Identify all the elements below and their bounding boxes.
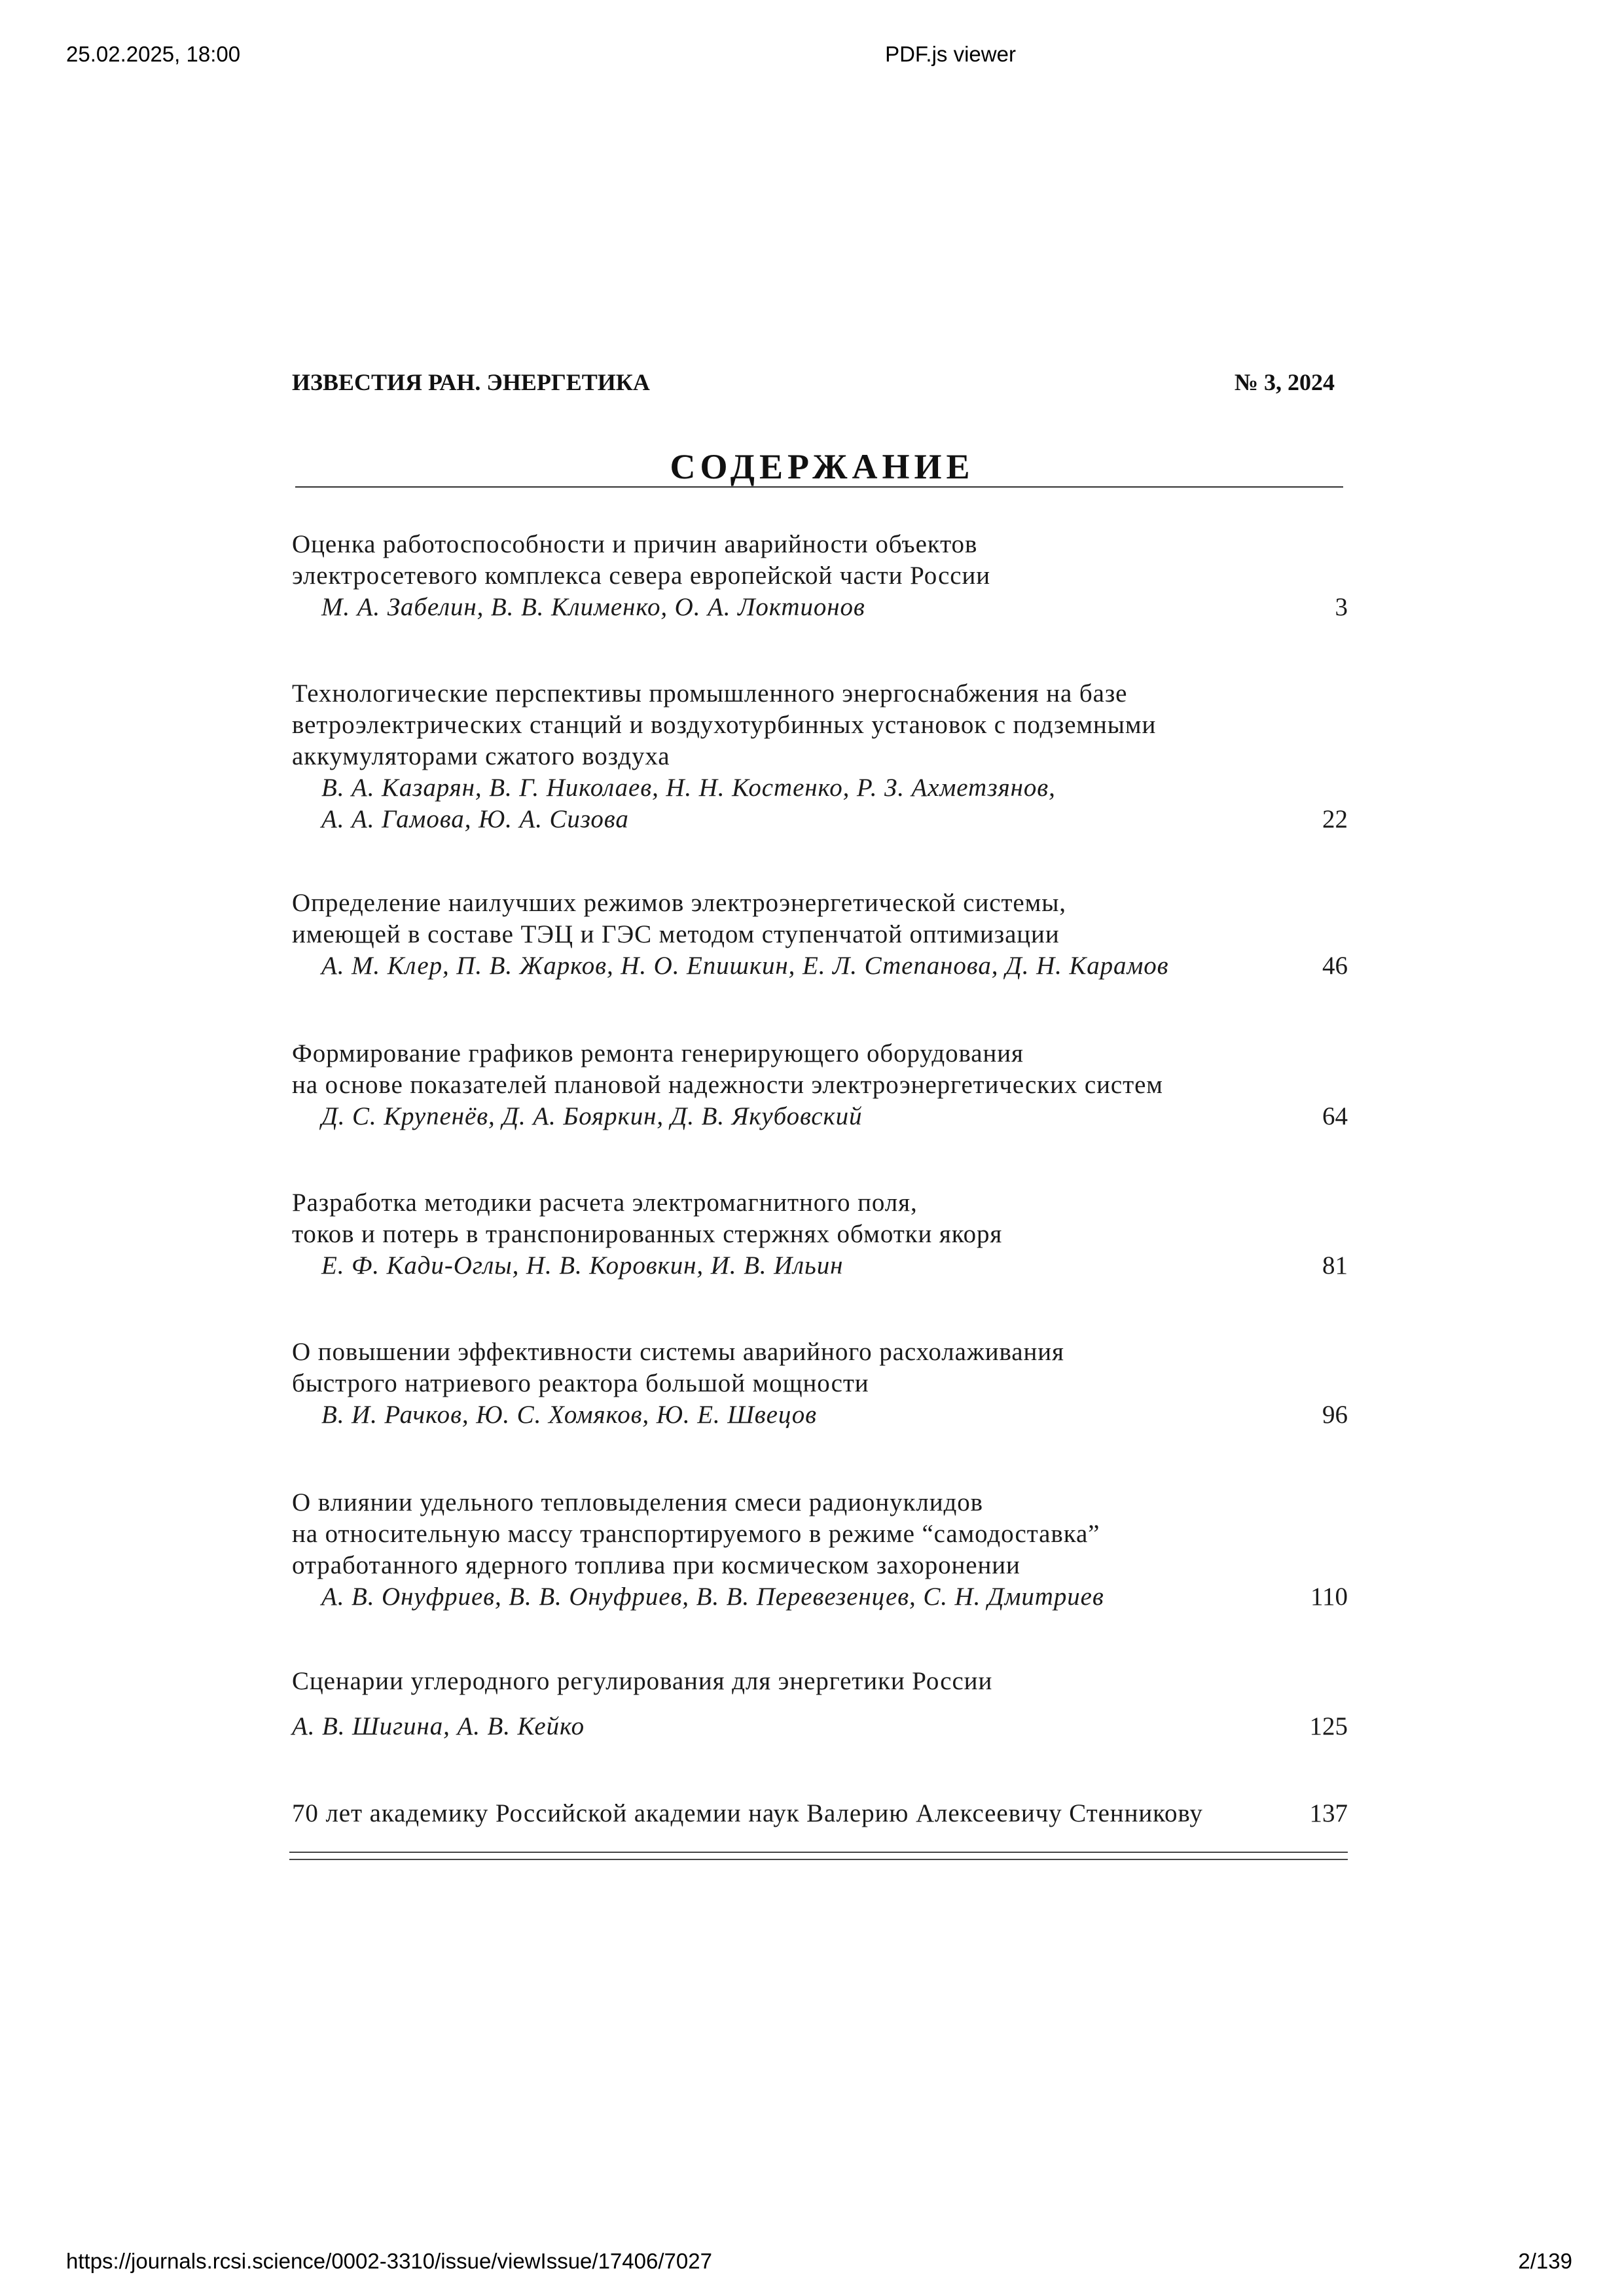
entry-title-line: ветроэлектрических станций и воздухотурбинных установок с подземными (292, 711, 1157, 739)
entry-authors-line: А. А. Гамова, Ю. А. Сизова (321, 805, 629, 833)
entry-title-line: электросетевого комплекса севера европейской части России (292, 562, 991, 590)
entry-page-number: 81 (1322, 1251, 1348, 1280)
entry-title-line: аккумуляторами сжатого воздуха (292, 742, 670, 770)
print-url: https://journals.rcsi.science/0002-3310/issue/viewIssue/17406/7027 (66, 2249, 712, 2273)
entry-authors-line: В. И. Рачков, Ю. С. Хомяков, Ю. Е. Швецов (321, 1401, 817, 1429)
journal-name: ИЗВЕСТИЯ РАН. ЭНЕРГЕТИКА (292, 369, 650, 395)
entry-page-number: 64 (1322, 1102, 1348, 1130)
entry-page-number: 110 (1310, 1583, 1348, 1611)
entry-page-number: 22 (1322, 805, 1348, 833)
entry-title-line: Определение наилучших режимов электроэнергетической системы, (292, 889, 1066, 917)
toc-entry-7 (292, 1487, 1348, 1613)
toc-entry-8 (292, 1666, 1348, 1742)
toc-entry-2 (292, 678, 1348, 835)
entry-title-line: токов и потерь в транспонированных стержнях обмотки якоря (292, 1220, 1003, 1248)
entry-authors-line: А. В. Онуфриев, В. В. Онуфриев, В. В. Перевезенцев, С. Н. Дмитриев (321, 1583, 1104, 1611)
entry-title-line: 70 лет академику Российской академии наук Валерию Алексеевичу Стенникову (292, 1799, 1203, 1827)
entry-title-line: О повышении эффективности системы аварийного расхолаживания (292, 1338, 1064, 1366)
entry-authors-line: А. М. Клер, П. В. Жарков, Н. О. Епишкин, Е. Л. Степанова, Д. Н. Карамов (321, 952, 1169, 980)
toc-entry-4 (292, 1038, 1348, 1132)
entry-title-line: отработанного ядерного топлива при космическом захоронении (292, 1551, 1020, 1579)
end-rule-bottom (289, 1859, 1348, 1860)
entry-authors-line: М. А. Забелин, В. В. Клименко, О. А. Локтионов (321, 593, 865, 621)
entry-authors-line: Е. Ф. Кади-Оглы, Н. В. Коровкин, И. В. Ильин (321, 1251, 844, 1280)
entry-page-number: 46 (1322, 952, 1348, 980)
entry-page-number: 137 (1309, 1799, 1348, 1827)
entry-title-line: Технологические перспективы промышленного энергоснабжения на базе (292, 679, 1128, 708)
heading-rule (295, 486, 1343, 488)
entry-page-number: 125 (1309, 1712, 1348, 1740)
toc-entry-3 (292, 888, 1348, 982)
print-page-counter: 2/139 (1518, 2249, 1572, 2273)
print-datetime: 25.02.2025, 18:00 (66, 42, 241, 66)
journal-issue: № 3, 2024 (1234, 369, 1335, 395)
entry-title-line: имеющей в составе ТЭЦ и ГЭС методом ступенчатой оптимизации (292, 920, 1060, 948)
entry-title-line: Формирование графиков ремонта генерирующего оборудования (292, 1039, 1024, 1067)
print-title: PDF.js viewer (885, 42, 1016, 66)
entry-title-line: быстрого натриевого реактора большой мощности (292, 1369, 869, 1397)
entry-title-line: Разработка методики расчета электромагнитного поля, (292, 1189, 918, 1217)
entry-page-number: 96 (1322, 1401, 1348, 1429)
entry-title-line: Сценарии углеродного регулирования для энергетики России (292, 1667, 993, 1695)
entry-title-line: Оценка работоспособности и причин аварийности объектов (292, 530, 978, 558)
entry-authors-line: Д. С. Крупенёв, Д. А. Бояркин, Д. В. Якубовский (321, 1102, 863, 1130)
end-rule-top (289, 1852, 1348, 1853)
entry-authors-line: В. А. Казарян, В. Г. Николаев, Н. Н. Костенко, Р. З. Ахметзянов, (321, 774, 1056, 802)
toc-entry-1 (292, 529, 1348, 623)
toc-entry-6 (292, 1336, 1348, 1431)
entry-page-number: 3 (1335, 593, 1348, 621)
toc-entry-9 (292, 1798, 1348, 1829)
entry-title-line: на относительную массу транспортируемого в режиме “самодоставка” (292, 1520, 1100, 1548)
entry-authors-line: А. В. Шигина, А. В. Кейко (292, 1712, 585, 1740)
toc-heading: СОДЕРЖАНИЕ (670, 447, 975, 486)
toc-entry-5 (292, 1187, 1348, 1282)
entry-title-line: на основе показателей плановой надежности электроэнергетических систем (292, 1071, 1163, 1099)
entry-title-line: О влиянии удельного тепловыделения смеси радионуклидов (292, 1488, 983, 1516)
